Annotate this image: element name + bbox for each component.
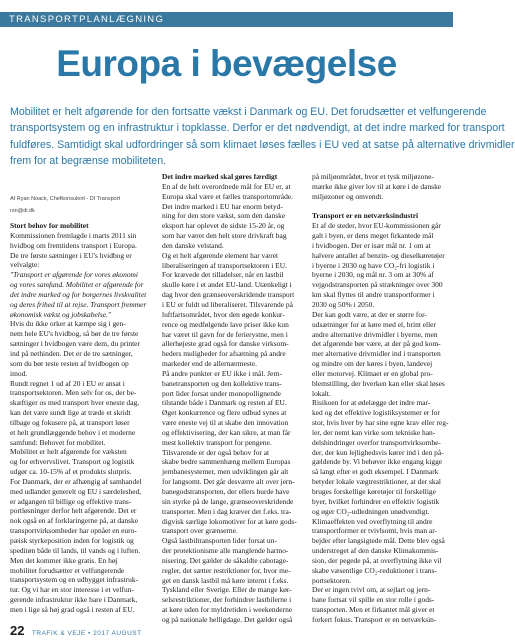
body-text-line: For krævede det tilladelser, når en lastbil [162,270,284,280]
body-text-line: nisering. Det gælder de såkaldte cabotage- [162,555,289,565]
body-text-line: For Danmark, der er afhængig af samhandel [10,476,142,486]
section-heading: Transport er en netværksindustri [312,211,419,221]
body-text-line: bruges forskellige køretøjer til forskellige [312,487,436,496]
body-text-line: ked og det effektive logistiksystemer er for [312,408,440,418]
body-text-line: men i lige så høj grad også i resten af EU. [10,604,135,614]
body-text-line: velvalgte: [10,260,40,270]
body-text-line: digvisk særlige lokomotiver for at køre gods- [162,516,297,526]
body-text-line: Der er ingen tvivl om, at sejlart og jern- [312,585,431,595]
body-text-line: skæftiger os med transport hver eneste dag, [10,398,140,408]
body-text-line: pæisk styrkeposition inden for logistik og [10,536,134,545]
body-text-line: tilstande både i Danmark og resten af EU. [162,398,287,408]
body-text-line: det afgørende bør være, at der på god kom- [312,339,441,349]
body-text-line: i byerne i 2030 og have CO₂-fri logistik i [312,260,435,270]
body-text-line: sin styrke på de lange, grænseoverskridende [162,496,294,506]
article-intro [10,104,515,170]
body-text-line: mobilitet forudsætter et velfungerende [10,565,125,575]
body-text-line: allerhøjeste grad også for danske virksom- [162,339,289,349]
body-text-line: ler, der nemt kan virke som tekniske han- [312,427,436,437]
column-1 [10,221,145,615]
body-text-line: som du bør teste resten af hvidbogen op [10,358,129,368]
body-text-line: markeder end de allernærmeste. [162,359,257,369]
body-text-line: sion, der pegede på, at overflytning ikke vil [312,555,442,565]
body-text-line: miljøzoner og omvendt. [312,191,384,201]
byline [10,193,120,217]
body-text-line: mer alternative drivmidler ind i transporten [312,349,441,359]
body-text-line: skabe væsentlige CO₂-reduktioner i trans- [312,565,437,575]
body-text-line: skulle køre i et andet EU-land. Utænkeligt i [162,280,292,290]
body-text-line: jernbanesystemer, men udviklingen går alt [162,467,289,477]
body-text-line: og vores samfund. Mobilitet er afgørende for [10,280,144,290]
body-text-line: galt i byen, er dens meget firkantede mål [312,231,434,241]
body-text-line: Og et helt afgørende element har været [162,250,279,260]
body-text-line: et helt grundlæggende behov i et moderne [10,427,136,437]
body-text-line: transport over grænserne. [162,526,238,536]
publication-name: TRAFIK & VEJE • 2017 AUGUST [31,630,142,637]
body-text-line: Men det kommer ikke gratis. En høj [10,555,118,565]
body-text-line: nem hele EU's hvidbog, så bør de tre første [10,329,139,339]
body-text-line: er adgangen til billige og effektive trans- [10,496,132,506]
section-header-bar [0,12,453,27]
body-text-line: transportsektoren. Men selv for os, der be- [10,388,137,398]
body-text-line: hvidbog om fremtidens transport i Europa. [10,240,137,250]
body-text-line: at køre uden for myldretiden i weekenderne [162,605,293,615]
body-text-line: De tre første sætninger i EU's hvidbog er [10,250,132,260]
body-text-line: og for erhvervslivet. Transport og logistik [10,457,135,467]
body-text-line: Øget konkurrence og flere udbud synes at [162,408,287,418]
body-text-line: og deres frihed til at rejse. Transport fremmer [10,299,147,309]
body-text-line: vejgodstransporten på strækninger over 300 [312,280,443,290]
body-text-line [312,202,447,212]
body-text-line: transportvirksomheder har opnået en euro- [10,526,137,536]
body-text-line: Et af de steder, hvor EU-kommissionen går [312,221,441,231]
body-text-line: En af de helt overordnede mål for EU er, at [162,181,291,191]
body-text-line: byer, hvilket forhindrer en effektiv logistik [312,496,440,506]
body-text-line: og på nationale helligdage. Det gælder også [162,614,293,624]
body-text-line: mest kollektiv transport for pengene. [162,437,272,447]
body-text-line: tilbage og fokusere på, at transport løser [10,417,130,427]
body-text-line: og effektivisering, der kan sikre, at man får [162,427,291,437]
body-text-line: "Transport er afgørende for vores økonomi [10,270,138,280]
body-text-line: dag hvor den grænseoverskridende transport [162,290,295,300]
body-text-line: Europa skal være et fælles transportområde. [162,191,293,201]
body-text-line: På andre punkter er EU ikke i mål. Jern- [162,368,282,378]
body-text-line: udsætninger for at køre med el, brint eller [312,319,436,329]
body-text-line: understreget af den danske Klimakommis- [312,546,439,556]
intro-line: Mobilitet er helt afgørende for den fortsatte vækst i Danmark og EU. Det forudsætter et velfungerende [10,106,487,118]
body-text-line: rence og medfølgende lave priser ikke kun [162,319,289,329]
body-text-line: der protektionisme alle manglende harmo- [162,546,289,556]
body-text-line: transporter. Men i dag kræver det f.eks. tra- [162,506,292,516]
body-text-line: gerende infrastruktur ikke bare i Danmark, [10,595,138,605]
body-text-line: imod. [10,368,28,378]
body-text-line: nok også en af forklaringerne på, at danske [10,516,139,526]
intro-line: fuldføres. Samtidigt skal udfordringer så som klimaet løses fælles i EU ved at satse på alternative drivmidler [10,138,515,151]
section-heading: Stort behov for mobilitet [10,221,89,230]
body-text-line: banetransporten og den kollektive trans- [162,378,282,388]
body-text-line: økonomisk vækst og jobskabelse." [10,309,112,319]
body-text-line: samfund: Behovet for mobilitet. [10,437,106,447]
body-text-line: så langt efter et godt eksempel. I Danmark [312,467,439,477]
body-text-line: og mindre om der køres i byen, landevej [312,359,433,369]
body-text-line: transportsystem og en udbygget infrastruk- [10,575,139,585]
body-text-line: luftfartsområdet, hvor den øgede konkur- [162,309,285,319]
body-text-line: ning for den store vækst, som den danske [162,211,286,221]
intro-line: transportsystem og en infrastruktur i topklasse. Derfor er det nødvendigt, at det indre marked for transport [10,122,505,135]
body-text-line: med udlandet generelt og EU i særdeleshed, [10,486,142,496]
body-text-line: portløsninger derfor helt afgørende. Det er [10,506,137,516]
body-text-line: forkert fokus. Transport er en netværksin- [312,614,437,624]
column-3 [312,172,447,625]
body-text-line: km skal flyttes til andre transportformer i [312,290,435,300]
body-text-line: Tilsvarende er der også behov for at [162,447,270,457]
body-text-line: 2030 og 50% i 2050. [312,299,375,309]
section-heading: Det indre marked skal gøres færdigt [162,172,278,181]
article-title: Europa i bevægelse [56,43,397,84]
column-2 [162,172,297,625]
body-text-line: i EU er fuldt ud liberaliseret. Tilsvarende på [162,299,293,309]
body-text-line: halvere antallet af benzin- og dieselkøretøjer [312,250,445,260]
body-text-line: Klimaeffekten ved overflytning til andre [312,516,433,526]
body-text-line: banegodstransporten, der ellers burde have [162,487,290,496]
body-text-line: lokalt. [312,388,331,398]
body-text-line: transportformer er tvivlsomt, hvis man ar- [312,526,438,536]
body-text-line: liberaliseringen af transportsektoren i EU. [162,260,287,270]
body-text-line: betyder lokale vægtrestriktioner, at der skal [312,477,441,487]
body-text-line: andre alternative drivmidler i byerne, men [312,329,438,339]
body-text-line: eksport har oplevet de sidste 15-20 år, og [162,221,285,231]
body-text-line: port lider forsat under monopollignende [162,388,281,398]
byline-author: Af Ryan Noack, Chefkonsulent - DI Transport [10,196,121,202]
body-text-line: være eneste vej til at skabe den innovation [162,418,289,428]
body-text-line: bejder efter langsigtede mål. Dette blev også [312,536,445,546]
body-text-line: Der kan godt være, at der er større for- [312,309,427,319]
body-text-line: Hvis du ikke orker at kæmpe sig i gen- [10,319,126,329]
body-text-line: der, der kun lejlighedsvis kører ind i den på- [312,447,444,457]
body-text-line: delshindringer overfor transportvirksomhe- [312,437,441,447]
body-text-line: udgør ca. 10-15% af et produkts slutpris. [10,467,132,477]
body-text-line: regler, det sætter restriktioner for, hvor me- [162,565,291,575]
body-text-line: Tyskland eller Sverige. Eller de mange kør- [162,585,292,595]
body-text-line: mærke ikke giver lov til at køre i de danske [312,181,442,191]
intro-line: frem for at begrænse mobiliteten. [10,155,167,168]
page-number: 22 [10,623,25,638]
body-text-line: get en dansk lastbil må køre internt i f.eks. [162,575,289,585]
body-text-line: byerne i 2030, og mål nr. 3 om at 30% af [312,270,434,280]
body-text-line: og øger CO₂-udledningen unødvendigt. [312,506,430,516]
body-text-line: skabe bedre sammenhæng mellem Europas [162,457,291,467]
body-text-line: tur. Og vi har en stor interesse i et velfun- [10,585,134,595]
body-text-line: bane fortsat vil spille en stor rolle i gods- [312,595,435,605]
body-text-line: heders muligheder for afsætning på andre [162,349,286,359]
body-text-line: speditøn både til lands, til vands og i luften. [10,545,141,555]
body-text-line: har været til gavn for de ferierystne, men i [162,329,288,339]
body-text-line: Også lastbiltransporten lider forsat un- [162,536,277,546]
body-text-line: på miljøområdet, hvor et tysk miljøzone- [312,172,434,181]
body-text-line: som har været den helt store drivkraft bag [162,231,287,241]
body-text-line: Rundt regnet 1 ud af 20 i EU er ansat i [10,378,125,388]
body-text-line: det indre marked og for borgernes livskvalitet [10,289,147,299]
body-text-line: stor, hvis hver by har sine egne krav eller reg- [312,418,449,428]
body-text-line: Risikoen for at ødelægge det indre mar- [312,398,431,408]
body-text-line: transporten. Men et firkantet mål giver et [312,605,435,615]
body-text-line: Kommissionen fremlagde i marts 2011 sin [10,230,137,240]
body-text-line: i hvidbogen. Der er især mål nr. 1 om at [312,240,431,250]
body-text-line: selsrestriktioner, der forhindrer lastbilerne i [162,595,292,605]
byline-email[interactable]: rsn@di.dk [10,208,35,214]
body-text-line: for langsomt. Det går desværre alt over jern- [162,477,295,487]
body-text-line: eller motorvej. Klimaet er en global pro- [312,368,433,378]
body-text-line: kan det være sundt lige at træde et skridt [10,408,131,418]
body-text-line: Mobilitet er helt afgørende for væksten [10,447,127,457]
body-text-line: gældende by. Vi behøver ikke engang kigge [312,457,443,467]
body-text-line: blemstilling, der hverken kan eller skal løses [312,378,445,388]
body-text-line: sætninger i hvidbogen være dem, du printer [10,339,140,349]
body-text-line: ind på nethinden. Det er de tre sætninger, [10,348,133,358]
body-text-line: Det indre marked i EU har enorm betyd- [162,201,283,211]
body-text-line: den danske velstand. [162,240,224,250]
page-footer [10,622,142,640]
section-label: TRANSPORTPLANLÆGNING [9,14,165,25]
body-text-line: portsektoren. [312,575,352,585]
